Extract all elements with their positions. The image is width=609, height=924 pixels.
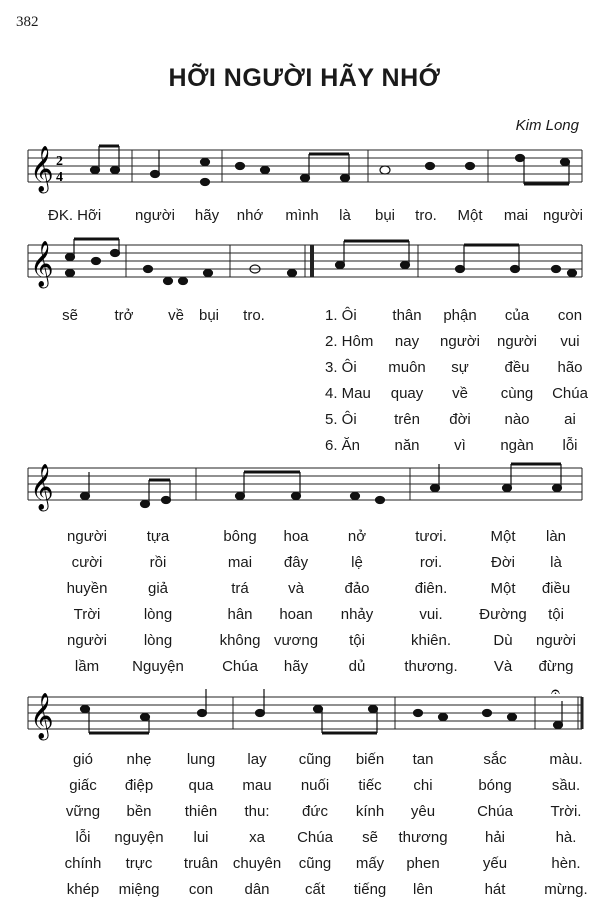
lyric-syllable: hân — [227, 606, 253, 623]
lyric-syllable: tiếng — [353, 881, 387, 898]
lyric-syllable: năn — [394, 437, 420, 454]
lyric-syllable: Một — [490, 580, 516, 597]
note-11 — [426, 163, 435, 170]
verse-5-line-2 — [0, 632, 609, 658]
lyric-syllable: điều — [541, 580, 571, 597]
lyric-syllable: khiên. — [410, 632, 452, 649]
lyric-syllable: dủ — [348, 658, 366, 675]
lyric-syllable: chính — [64, 855, 102, 872]
note-6 — [236, 163, 245, 170]
lyric-syllable: tiếc — [358, 777, 382, 794]
lyric-syllable: Dù — [493, 632, 513, 649]
lyric-syllable: bông — [223, 528, 257, 545]
lyric-syllable: sẽ — [362, 829, 378, 846]
lyric-syllable: biến — [355, 751, 385, 768]
lyric-syllable: vì — [454, 437, 466, 454]
lyric-syllable: bụi — [374, 207, 396, 224]
note-12 — [466, 163, 475, 170]
verse-4-line-2 — [0, 606, 609, 632]
note-3 — [151, 171, 160, 178]
lyric-syllable: lòng — [143, 632, 173, 649]
lyric-syllable: hãy — [194, 207, 220, 224]
lyric-syllable: hà. — [555, 829, 577, 846]
lyric-syllable: mừng. — [544, 881, 588, 898]
lyric-syllable: người — [67, 632, 107, 649]
note-10 — [380, 166, 390, 174]
lyric-syllable: điệp — [124, 777, 154, 794]
fermata-icon: 𝄐 — [551, 682, 560, 701]
lyric-syllable: nhẹ — [126, 751, 152, 768]
lyric-syllable: tội — [349, 632, 365, 649]
verse-6-line-2 — [0, 658, 609, 684]
lyric-syllable: vững — [65, 803, 101, 820]
verse-2-line-1 — [0, 333, 609, 359]
treble-clef-icon: 𝄞 — [30, 146, 54, 192]
lyric-syllable: lầm — [74, 658, 100, 675]
lyric-syllable: nguyện — [114, 829, 164, 846]
lyric-syllable: đều — [504, 359, 530, 376]
lyric-syllable: Chúa — [222, 658, 258, 675]
lyric-syllable: đời — [449, 411, 471, 428]
lyric-syllable: 2. Hôm — [325, 333, 374, 350]
lyric-syllable: phận — [443, 307, 477, 324]
lyric-syllable: vương — [273, 632, 319, 649]
lyric-syllable: con — [188, 881, 214, 898]
lyric-syllable: vui. — [419, 606, 443, 623]
lyric-syllable: người — [135, 207, 175, 224]
lyric-syllable: thương. — [404, 658, 458, 675]
verse-1-line-2 — [0, 528, 609, 554]
note-7 — [261, 167, 270, 174]
staff-1-lyrics — [0, 207, 609, 233]
lyric-syllable: chuyên — [232, 855, 282, 872]
staff-2-refrain-lyrics — [0, 307, 609, 333]
lyric-syllable: sắc — [483, 751, 507, 768]
lyric-syllable: trá — [231, 580, 249, 597]
lyric-syllable: thiên — [184, 803, 218, 820]
treble-clef-icon: 𝄞 — [30, 241, 54, 287]
lyric-syllable: nở — [347, 528, 367, 545]
lyric-syllable: sự — [451, 359, 469, 376]
lyric-syllable: bền — [126, 803, 152, 820]
lyric-syllable: hão — [557, 359, 583, 376]
lyric-syllable: bụi — [198, 307, 220, 324]
lyric-syllable: Một — [457, 207, 483, 224]
lyric-syllable: sầu. — [551, 777, 581, 794]
lyric-syllable: đây — [283, 554, 309, 571]
lyric-syllable: người — [536, 632, 576, 649]
staff-4 — [0, 682, 609, 749]
lyric-syllable: hát — [484, 881, 506, 898]
lyric-syllable: cũng — [298, 855, 332, 872]
lyric-syllable: đừng — [538, 658, 574, 675]
lyric-syllable: huyền — [66, 580, 108, 597]
lyric-syllable: Trời. — [550, 803, 582, 820]
lyric-syllable: trực — [125, 855, 153, 872]
lyric-syllable: 3. Ôi — [325, 359, 357, 376]
lyric-syllable: mai — [227, 554, 253, 571]
lyric-syllable: hoan — [279, 606, 313, 623]
composer: Kim Long — [515, 117, 579, 134]
lyric-syllable: Nguyện — [132, 658, 184, 675]
note-13 — [516, 155, 525, 162]
lyric-syllable: Và — [493, 658, 513, 675]
verse-5-line-3 — [0, 855, 609, 881]
lyric-syllable: ĐK. Hỡi — [48, 207, 102, 224]
lyric-syllable: nào — [504, 411, 530, 428]
note-1 — [91, 167, 100, 174]
note-14 — [561, 159, 570, 166]
verse-1-line-3 — [0, 751, 609, 777]
verse-2-line-3 — [0, 777, 609, 803]
lyric-syllable: lỗi — [75, 829, 91, 846]
lyric-syllable: về — [452, 385, 468, 402]
time-signature-top: 2 — [56, 154, 63, 169]
lyric-syllable: Trời — [73, 606, 101, 623]
note-9 — [341, 175, 350, 182]
lyric-syllable: vui — [560, 333, 580, 350]
lyric-syllable: thương — [398, 829, 448, 846]
lyric-syllable: 1. Ôi — [325, 307, 357, 324]
lyric-syllable: đức — [302, 803, 328, 820]
lyric-syllable: mau — [242, 777, 272, 794]
treble-clef-icon: 𝄞 — [30, 693, 54, 739]
lyric-syllable: đảo — [344, 580, 370, 597]
lyric-syllable: 5. Ôi — [325, 411, 357, 428]
lyric-syllable: của — [504, 307, 530, 324]
lyric-syllable: người — [440, 333, 480, 350]
note-8 — [301, 175, 310, 182]
staff-1 — [0, 140, 609, 210]
lyric-syllable: nhảy — [340, 606, 374, 623]
lyric-syllable: lên — [412, 881, 434, 898]
lyric-syllable: Chúa — [477, 803, 513, 820]
lyric-syllable: hải — [484, 829, 506, 846]
lyric-syllable: kính — [355, 803, 385, 820]
lyric-syllable: sẽ — [62, 307, 78, 324]
lyric-syllable: lỗi — [562, 437, 578, 454]
lyric-syllable: trên — [394, 411, 420, 428]
lyric-syllable: bóng — [478, 777, 512, 794]
lyric-syllable: mai — [503, 207, 529, 224]
lyric-syllable: cũng — [298, 751, 332, 768]
lyric-syllable: 6. Ăn — [325, 437, 361, 454]
lyric-syllable: dân — [244, 881, 270, 898]
lyric-syllable: về — [168, 307, 184, 324]
verse-4-line-1 — [0, 385, 609, 411]
lyric-syllable: tội — [548, 606, 564, 623]
staff-3 — [0, 458, 609, 528]
lyric-syllable: chi — [413, 777, 433, 794]
lyric-syllable: xa — [249, 829, 265, 846]
lyric-syllable: gió — [72, 751, 94, 768]
lyric-syllable: tro. — [243, 307, 265, 324]
verse-2-line-2 — [0, 554, 609, 580]
lyric-syllable: giấc — [69, 777, 97, 794]
lyric-syllable: không — [219, 632, 261, 649]
lyric-syllable: rồi — [149, 554, 167, 571]
lyric-syllable: lòng — [143, 606, 173, 623]
page-number: 382 — [16, 14, 39, 30]
verse-3-line-3 — [0, 803, 609, 829]
verse-6-line-3 — [0, 881, 609, 907]
lyric-syllable: nhớ — [236, 207, 264, 224]
lyric-syllable: người — [497, 333, 537, 350]
lyric-syllable: hèn. — [551, 855, 581, 872]
lyric-syllable: hãy — [283, 658, 309, 675]
lyric-syllable: Đời — [490, 554, 516, 571]
lyric-syllable: lệ — [351, 554, 363, 571]
lyric-syllable: hoa — [283, 528, 309, 545]
lyric-syllable: người — [67, 528, 107, 545]
lyric-syllable: thu: — [244, 803, 270, 820]
lyric-syllable: nuối — [300, 777, 330, 794]
lyric-syllable: Một — [490, 528, 516, 545]
lyric-syllable: mình — [285, 207, 319, 224]
lyric-syllable: tro. — [415, 207, 437, 224]
lyric-syllable: tan — [412, 751, 434, 768]
verse-3-line-1 — [0, 359, 609, 385]
lyric-syllable: tựa — [146, 528, 170, 545]
lyric-syllable: muôn — [388, 359, 426, 376]
lyric-syllable: thân — [392, 307, 422, 324]
lyric-syllable: yêu — [410, 803, 436, 820]
lyric-syllable: con — [557, 307, 583, 324]
lyric-syllable: là — [550, 554, 562, 571]
lyric-syllable: cùng — [500, 385, 534, 402]
lyric-syllable: khép — [66, 881, 100, 898]
lyric-syllable: nay — [394, 333, 420, 350]
lyric-syllable: Chúa — [552, 385, 588, 402]
lyric-syllable: yếu — [482, 855, 508, 872]
lyric-syllable: người — [543, 207, 583, 224]
lyric-syllable: 4. Mau — [325, 385, 371, 402]
lyric-syllable: làn — [545, 528, 567, 545]
verse-5-line-1 — [0, 411, 609, 437]
treble-clef-icon: 𝄞 — [30, 464, 54, 510]
lyric-syllable: lung — [186, 751, 216, 768]
lyric-syllable: Chúa — [297, 829, 333, 846]
lyric-syllable: lui — [193, 829, 209, 846]
lyric-syllable: quay — [390, 385, 424, 402]
verse-4-line-3 — [0, 829, 609, 855]
lyric-syllable: trở — [114, 307, 134, 324]
staff-2 — [0, 235, 609, 305]
lyric-syllable: rơi. — [419, 554, 443, 571]
lyric-syllable: cất — [304, 881, 326, 898]
lyric-syllable: lay — [247, 751, 267, 768]
lyric-syllable: ngàn — [500, 437, 534, 454]
lyric-syllable: màu. — [549, 751, 583, 768]
lyric-syllable: là — [339, 207, 351, 224]
lyric-syllable: tươi. — [415, 528, 447, 545]
lyric-syllable: mấy — [355, 855, 385, 872]
note-4 — [201, 179, 210, 186]
lyric-syllable: Đường — [479, 606, 527, 623]
lyric-syllable: cười — [71, 554, 103, 571]
lyric-syllable: miệng — [118, 881, 160, 898]
lyric-syllable: giả — [147, 580, 169, 597]
verse-3-line-2 — [0, 580, 609, 606]
lyric-syllable: và — [288, 580, 304, 597]
time-signature-bottom: 4 — [56, 170, 63, 185]
note-2 — [111, 167, 120, 174]
lyric-syllable: điên. — [414, 580, 448, 597]
lyric-syllable: qua — [188, 777, 214, 794]
lyric-syllable: ai — [564, 411, 576, 428]
lyric-syllable: truân — [183, 855, 219, 872]
lyric-syllable: phen — [406, 855, 440, 872]
song-title: HỠI NGƯỜI HÃY NHỚ — [168, 64, 441, 92]
note-5 — [201, 159, 210, 166]
